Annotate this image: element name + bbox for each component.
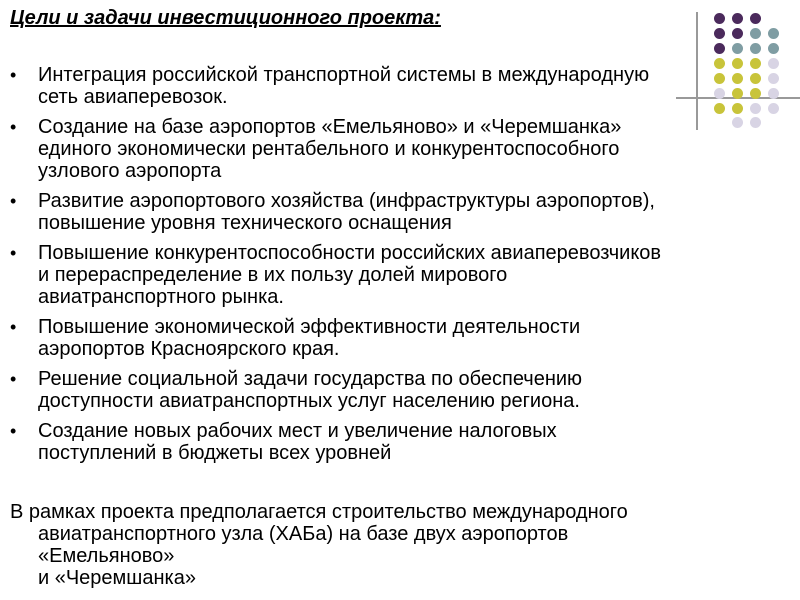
goal-line: аэропортов Красноярского края. [38,338,340,360]
decorative-dot [750,43,761,54]
conclusion-line: В рамках проекта предполагается строительство международного [10,501,628,523]
goal-line: узлового аэропорта [38,160,222,182]
goal-line: Повышение конкурентоспособности российских авиаперевозчиков [38,242,662,264]
conclusion-line: авиатранспортного узла (ХАБа) на базе двух аэропортов [38,523,569,545]
bullet-icon: • [10,191,17,211]
bullet-icon: • [10,369,17,389]
decorative-dot [714,43,725,54]
goal-line: единого экономически рентабельного и конкурентоспособного [38,138,620,160]
decorative-dot [750,28,761,39]
goal-line: и перераспределение в их пользу долей мирового [38,264,508,286]
goal-line: Развитие аэропортового хозяйства (инфраструктуры аэропортов), [38,190,655,212]
bullet-icon: • [10,317,17,337]
goal-line: Создание на базе аэропортов «Емельяново» и «Черемшанка» [38,116,622,138]
goal-line: авиатранспортного рынка. [38,286,284,308]
project-conclusion [10,501,790,589]
bullet-icon: • [10,421,17,441]
goal-item-6 [10,368,790,412]
decorative-dot [768,43,779,54]
goal-item-1 [10,64,790,108]
slide-title: Цели и задачи инвестиционного проекта: [10,7,441,29]
goal-line: Решение социальной задачи государства по обеспечению [38,368,583,390]
decorative-dot [714,28,725,39]
decorative-dot [732,43,743,54]
goal-line: доступности авиатранспортных услуг населению региона. [38,390,580,412]
decorative-dot [714,13,725,24]
decorative-dot [750,13,761,24]
decorative-dot [768,28,779,39]
decorative-dot [732,13,743,24]
goal-line: Создание новых рабочих мест и увеличение налоговых [38,420,557,442]
goal-item-4 [10,242,790,308]
goals-list [10,64,790,472]
goal-line: сеть авиаперевозок. [38,86,228,108]
goal-item-5 [10,316,790,360]
bullet-icon: • [10,117,17,137]
goal-item-7 [10,420,790,464]
goal-line: Интеграция российской транспортной системы в международную [38,64,650,86]
goal-line: поступлений в бюджеты всех уровней [38,442,392,464]
bullet-icon: • [10,243,17,263]
conclusion-line: «Емельяново» [38,545,175,567]
goal-item-2 [10,116,790,182]
goal-line: повышение уровня технического оснащения [38,212,452,234]
decorative-dot [732,28,743,39]
conclusion-line: и «Черемшанка» [38,567,196,589]
goal-item-3 [10,190,790,234]
goal-line: Повышение экономической эффективности деятельности [38,316,581,338]
bullet-icon: • [10,65,17,85]
